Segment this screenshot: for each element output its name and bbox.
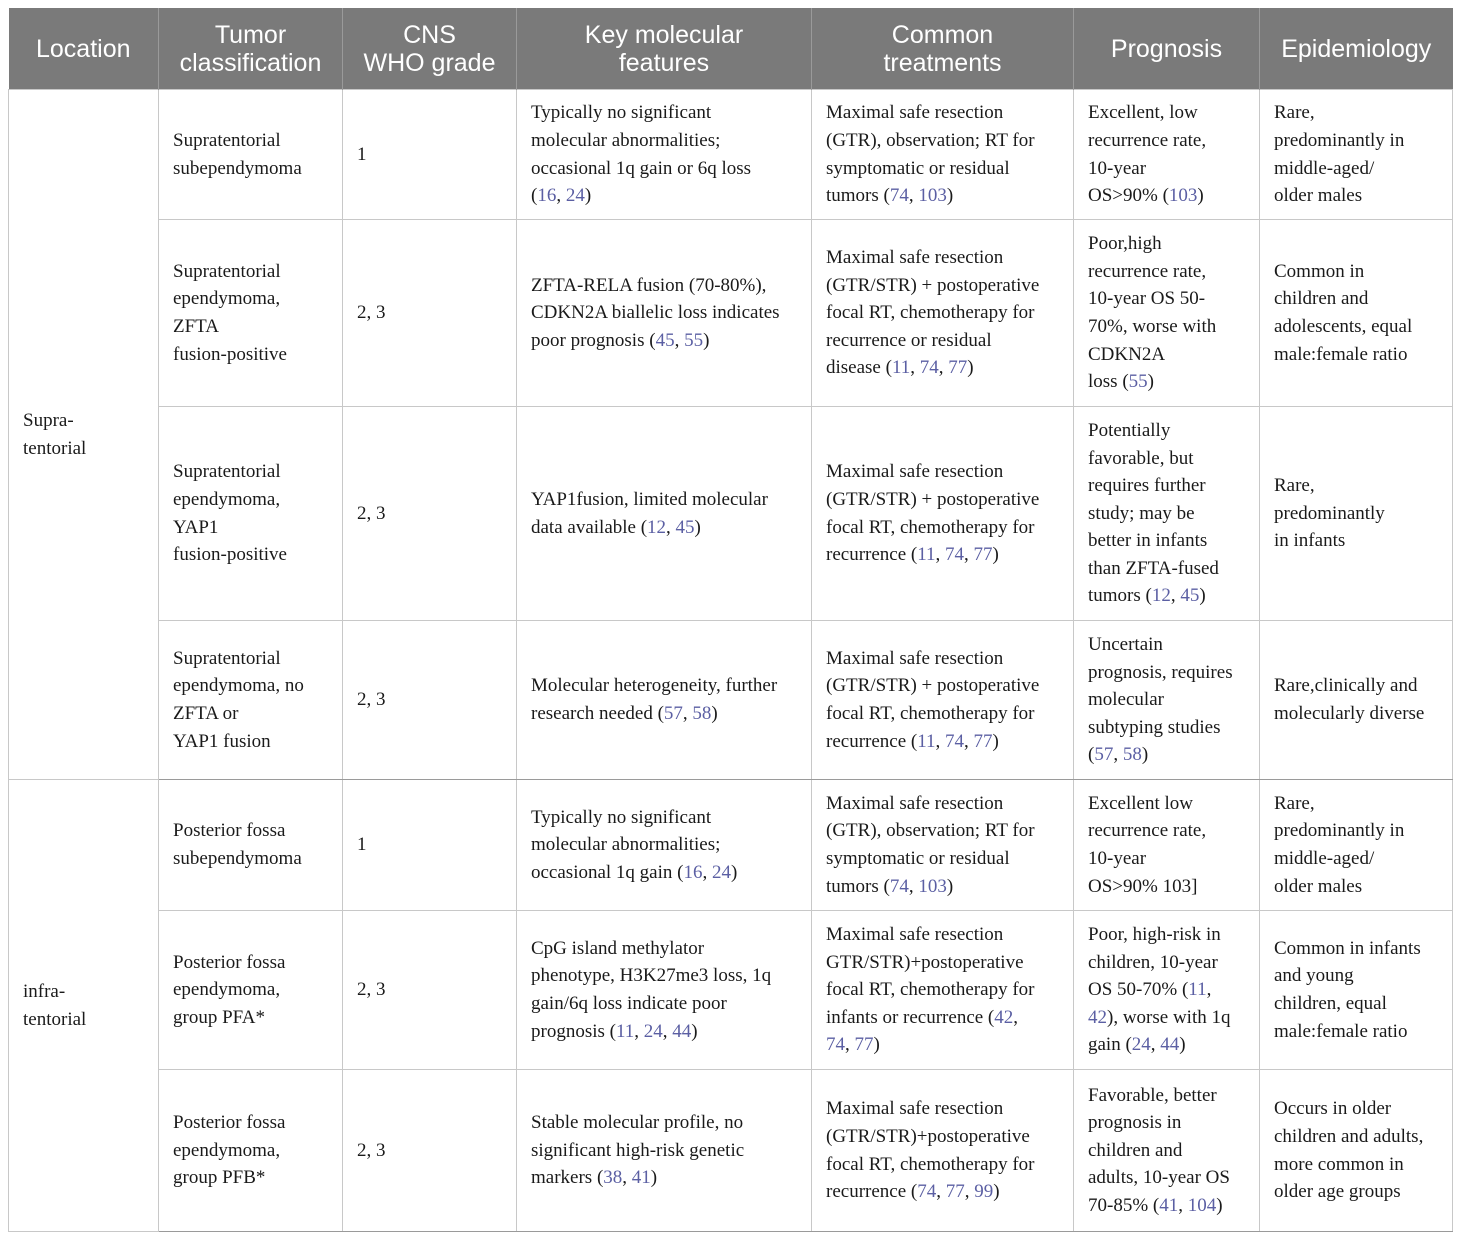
reference-link[interactable]: 42 [1088,1006,1107,1028]
prognosis-line: loss (55) [1088,371,1154,393]
features-line: occasional 1q gain or 6q loss [531,157,752,179]
treatments-line: recurrence (11, 74, 77) [826,730,999,752]
treatments-line: Maximal safe resection [826,792,1004,814]
prognosis-line: Excellent, low [1088,102,1198,124]
treatments-line: (GTR/STR) + postoperative [826,274,1040,296]
treatments-cell [812,621,1074,780]
epidemiology-cell [1260,220,1453,407]
prognosis-line: Poor,high [1088,233,1162,255]
prognosis-line: prognosis in [1088,1112,1182,1134]
reference-link[interactable]: 104 [1187,1194,1217,1216]
treatments-line: (GTR), observation; RT for [826,820,1035,842]
classification-line: Posterior fossa [173,1112,286,1134]
epidemiology-line: older males [1274,185,1363,207]
location-line: tentorial [23,437,87,459]
epidemiology-cell [1260,911,1453,1070]
location-line: Supra- [23,409,74,431]
location-cell [9,780,159,1232]
grade-cell: 1 [343,90,517,220]
features-line: phenotype, H3K27me3 loss, 1q [531,965,772,987]
reference-link[interactable]: 99 [974,1181,994,1203]
reference-link[interactable]: 74 [889,875,909,897]
treatments-cell [812,220,1074,407]
features-line: ZFTA-RELA fusion (70-80%), [531,274,767,296]
treatments-line: Maximal safe resection [826,1098,1004,1120]
prognosis-line: favorable, but [1088,447,1194,469]
prognosis-line: children and [1088,1139,1183,1161]
epidemiology-line: Rare, [1274,792,1315,814]
grade-cell: 1 [343,780,517,911]
epidemiology-line: predominantly in [1274,129,1405,151]
features-line: Molecular heterogeneity, further [531,675,778,697]
reference-link[interactable]: 24 [643,1020,663,1042]
prognosis-line: Potentially [1088,419,1171,441]
epidemiology-line: molecularly diverse [1274,703,1425,724]
grade-cell: 2, 3 [343,1070,517,1232]
reference-link[interactable]: 77 [948,357,968,379]
reference-link[interactable]: 41 [631,1167,651,1189]
classification-line: ependymoma, no [173,675,304,697]
epidemiology-cell [1260,90,1453,220]
classification-cell [159,220,343,407]
classification-cell [159,621,343,780]
reference-link[interactable]: 74 [919,357,939,379]
treatments-line: focal RT, chemotherapy for [826,516,1035,538]
epidemiology-line: Common in [1274,260,1365,282]
prognosis-line: gain (24, 44) [1088,1034,1186,1056]
header-row [9,8,1453,90]
classification-line: Supratentorial [173,260,281,282]
reference-link[interactable]: 12 [647,516,667,538]
table-body [9,90,1453,1232]
reference-link[interactable]: 16 [537,185,557,207]
treatments-line: (GTR), observation; RT for [826,129,1035,151]
features-cell [517,1070,812,1232]
prognosis-line: adults, 10-year OS [1088,1167,1230,1189]
treatments-line: recurrence or residual [826,329,992,351]
epidemiology-line: male:female ratio [1274,1020,1408,1042]
epidemiology-line: older age groups [1274,1181,1401,1203]
epidemiology-line: predominantly in [1274,820,1405,842]
classification-line: Posterior fossa [173,951,286,973]
table-row [9,911,1453,1070]
location-line: tentorial [23,1008,87,1030]
treatments-cell [812,911,1074,1070]
prognosis-line: study; may be [1088,502,1195,524]
classification-line: YAP1 [173,516,219,538]
classification-line: fusion-positive [173,343,287,365]
grade-cell: 2, 3 [343,621,517,780]
classification-cell [159,1070,343,1232]
classification-line: ependymoma, [173,488,281,510]
epidemiology-line: Rare, [1274,102,1315,124]
prognosis-line: OS>90% (103) [1088,185,1204,207]
prognosis-line: 10-year [1088,157,1147,179]
features-line: (16, 24) [531,185,592,207]
reference-link[interactable]: 77 [973,544,993,566]
reference-link[interactable]: 41 [1159,1194,1179,1216]
reference-link[interactable]: 11 [891,357,911,379]
reference-link[interactable]: 58 [1122,744,1142,766]
epidemiology-line: male:female ratio [1274,343,1408,365]
treatments-line: (GTR/STR)+postoperative [826,1125,1030,1147]
features-cell [517,220,812,407]
treatments-line: GTR/STR)+postoperative [826,951,1024,973]
epidemiology-line: middle-aged/ [1274,848,1375,869]
prognosis-line: OS 50-70% (11, [1088,979,1212,1001]
header-who-grade: CNS WHO grade [343,8,517,90]
reference-link[interactable]: 74 [889,185,909,207]
prognosis-cell [1074,1070,1260,1232]
reference-link[interactable]: 24 [565,185,585,207]
prognosis-line: Favorable, better [1088,1084,1217,1106]
header-tumor-classification: Tumor classification [159,8,343,90]
features-line: gain/6q loss indicate poor [531,993,727,1014]
prognosis-line: Poor, high-risk in [1088,924,1221,946]
reference-link[interactable]: 11 [917,544,936,566]
treatments-line: recurrence (74, 77, 99) [826,1181,1000,1203]
epidemiology-line: Rare,clinically and [1274,675,1418,697]
epidemiology-line: Common in infants [1274,937,1421,959]
reference-link[interactable]: 74 [826,1034,845,1056]
classification-line: Supratentorial [173,129,281,151]
prognosis-line: Uncertain [1088,634,1163,656]
epidemiology-line: in infants [1274,530,1346,552]
table-row [9,780,1453,911]
features-line: occasional 1q gain (16, 24) [531,861,738,883]
classification-line: Supratentorial [173,647,281,669]
features-cell [517,911,812,1070]
reference-link[interactable]: 24 [1131,1034,1151,1056]
table-row [9,1070,1453,1232]
prognosis-cell [1074,90,1260,220]
prognosis-cell [1074,621,1260,780]
location-cell [9,90,159,780]
classification-line: fusion-positive [173,544,287,566]
treatments-line: symptomatic or residual [826,848,1010,869]
epidemiology-line: more common in [1274,1153,1404,1175]
classification-line: ependymoma, [173,288,281,310]
features-cell [517,407,812,621]
classification-cell [159,780,343,911]
reference-link[interactable]: 45 [675,516,695,538]
classification-cell [159,90,343,220]
reference-link[interactable]: 77 [945,1181,965,1203]
classification-line: ZFTA or [173,703,239,724]
header-location: Location [9,8,159,90]
classification-cell [159,911,343,1070]
treatments-line: Maximal safe resection [826,247,1004,269]
treatments-line: recurrence (11, 74, 77) [826,544,999,566]
grade-cell: 2, 3 [343,220,517,407]
reference-link[interactable]: 42 [994,1006,1014,1028]
reference-link[interactable]: 57 [663,703,683,724]
reference-link[interactable]: 55 [684,329,704,351]
reference-link[interactable]: 74 [945,544,965,566]
reference-link[interactable]: 44 [672,1020,692,1042]
classification-cell [159,407,343,621]
features-line: molecular abnormalities; [531,129,721,151]
classification-line: ZFTA [173,316,219,337]
treatments-line: infants or recurrence (42, [826,1006,1019,1028]
reference-link[interactable]: 103 [1168,185,1198,207]
prognosis-line: than ZFTA-fused [1088,557,1219,579]
grade-cell: 2, 3 [343,407,517,621]
prognosis-line: CDKN2A [1088,343,1166,365]
reference-link[interactable]: 103 [918,875,947,897]
classification-line: group PFA* [173,1006,266,1028]
features-line: data available (12, 45) [531,516,701,538]
prognosis-line: Excellent low [1088,792,1193,814]
reference-link[interactable]: 12 [1151,585,1171,607]
treatments-cell [812,407,1074,621]
reference-link[interactable]: 58 [692,703,712,724]
features-line: molecular abnormalities; [531,834,721,856]
prognosis-line: OS>90% 103] [1088,875,1198,897]
reference-link[interactable]: 16 [683,861,703,883]
prognosis-line: recurrence rate, [1088,820,1207,842]
ependymoma-classification-table [8,8,1453,1232]
classification-line: subependymoma [173,157,302,179]
treatments-line: tumors (74, 103) [826,185,954,207]
prognosis-line: subtyping studies [1088,716,1221,738]
reference-link[interactable]: 77 [973,730,993,752]
features-line: Typically no significant [531,102,712,124]
features-line: CpG island methylator [531,937,705,959]
prognosis-line: 10-year [1088,848,1147,869]
prognosis-line: requires further [1088,475,1206,497]
treatments-cell [812,1070,1074,1232]
epidemiology-line: predominantly [1274,502,1385,524]
reference-link[interactable]: 77 [854,1034,874,1056]
features-line: significant high-risk genetic [531,1139,745,1161]
features-cell [517,621,812,780]
prognosis-line: molecular [1088,689,1164,711]
prognosis-cell [1074,780,1260,911]
treatments-line: focal RT, chemotherapy for [826,703,1035,724]
treatments-line: Maximal safe resection [826,102,1004,124]
epidemiology-cell [1260,407,1453,621]
treatments-line: Maximal safe resection [826,924,1004,946]
location-line: infra- [23,980,66,1002]
treatments-line: disease (11, 74, 77) [826,357,974,379]
features-line: Typically no significant [531,806,712,828]
epidemiology-cell [1260,780,1453,911]
prognosis-line: better in infants [1088,530,1208,552]
prognosis-line: tumors (12, 45) [1088,585,1206,607]
treatments-line: Maximal safe resection [826,461,1004,483]
epidemiology-line: middle-aged/ [1274,157,1375,179]
prognosis-line: recurrence rate, [1088,260,1207,282]
features-line: prognosis (11, 24, 44) [531,1020,698,1042]
features-cell [517,90,812,220]
table-row [9,621,1453,780]
header-common-treatments: Common treatments [812,8,1074,90]
treatments-line: symptomatic or residual [826,157,1010,179]
features-cell [517,780,812,911]
epidemiology-line: children, equal [1274,993,1387,1014]
reference-link[interactable]: 11 [615,1020,635,1042]
treatments-line: 74, 77) [826,1034,880,1056]
reference-link[interactable]: 74 [945,730,965,752]
reference-link[interactable]: 74 [917,1181,937,1203]
epidemiology-cell [1260,1070,1453,1232]
prognosis-line: 70%, worse with [1088,316,1217,337]
prognosis-line: children, 10-year [1088,951,1218,973]
epidemiology-line: children and adults, [1274,1125,1424,1147]
prognosis-cell [1074,911,1260,1070]
treatments-line: focal RT, chemotherapy for [826,302,1035,324]
reference-link[interactable]: 38 [603,1167,623,1189]
reference-link[interactable]: 45 [655,329,675,351]
features-line: YAP1fusion, limited molecular [531,488,768,510]
features-line: poor prognosis (45, 55) [531,329,710,351]
treatments-line: focal RT, chemotherapy for [826,979,1035,1001]
treatments-line: Maximal safe resection [826,647,1004,669]
grade-cell: 2, 3 [343,911,517,1070]
treatments-cell [812,780,1074,911]
header-epidemiology: Epidemiology [1260,8,1453,90]
reference-link[interactable]: 103 [918,185,947,207]
epidemiology-line: and young [1274,965,1354,987]
table-row [9,220,1453,407]
epidemiology-line: Occurs in older [1274,1098,1392,1120]
table-row [9,407,1453,621]
prognosis-line: 10-year OS 50- [1088,288,1206,310]
classification-line: YAP1 fusion [173,730,271,752]
classification-line: ependymoma, [173,979,281,1001]
reference-link[interactable]: 11 [917,730,936,752]
header-prognosis: Prognosis [1074,8,1260,90]
treatments-line: (GTR/STR) + postoperative [826,488,1040,510]
features-line: research needed (57, 58) [531,703,718,724]
reference-link[interactable]: 57 [1094,744,1114,766]
prognosis-line: recurrence rate, [1088,129,1207,151]
table-container [8,8,1452,1232]
features-line: CDKN2A biallelic loss indicates [531,302,780,324]
classification-line: subependymoma [173,848,302,869]
classification-line: ependymoma, [173,1139,281,1161]
reference-link[interactable]: 44 [1160,1034,1180,1056]
reference-link[interactable]: 11 [1188,979,1207,1001]
classification-line: group PFB* [173,1167,266,1189]
treatments-line: (GTR/STR) + postoperative [826,675,1040,697]
features-line: markers (38, 41) [531,1167,658,1189]
epidemiology-line: Rare, [1274,475,1315,497]
prognosis-cell [1074,220,1260,407]
classification-line: Supratentorial [173,461,281,483]
treatments-line: tumors (74, 103) [826,875,954,897]
table-row [9,90,1453,220]
prognosis-line: 70-85% (41, 104) [1088,1194,1223,1216]
prognosis-line: (57, 58) [1088,744,1149,766]
prognosis-line: 42), worse with 1q [1088,1006,1231,1028]
epidemiology-line: children and [1274,288,1369,310]
prognosis-cell [1074,407,1260,621]
treatments-cell [812,90,1074,220]
epidemiology-line: older males [1274,875,1363,897]
classification-line: Posterior fossa [173,820,286,842]
features-line: Stable molecular profile, no [531,1112,744,1134]
reference-link[interactable]: 45 [1180,585,1200,607]
header-molecular-features: Key molecular features [517,8,812,90]
treatments-line: focal RT, chemotherapy for [826,1153,1035,1175]
reference-link[interactable]: 55 [1128,371,1148,393]
prognosis-line: prognosis, requires [1088,661,1233,683]
reference-link[interactable]: 24 [711,861,731,883]
epidemiology-line: adolescents, equal [1274,316,1413,337]
epidemiology-cell [1260,621,1453,780]
